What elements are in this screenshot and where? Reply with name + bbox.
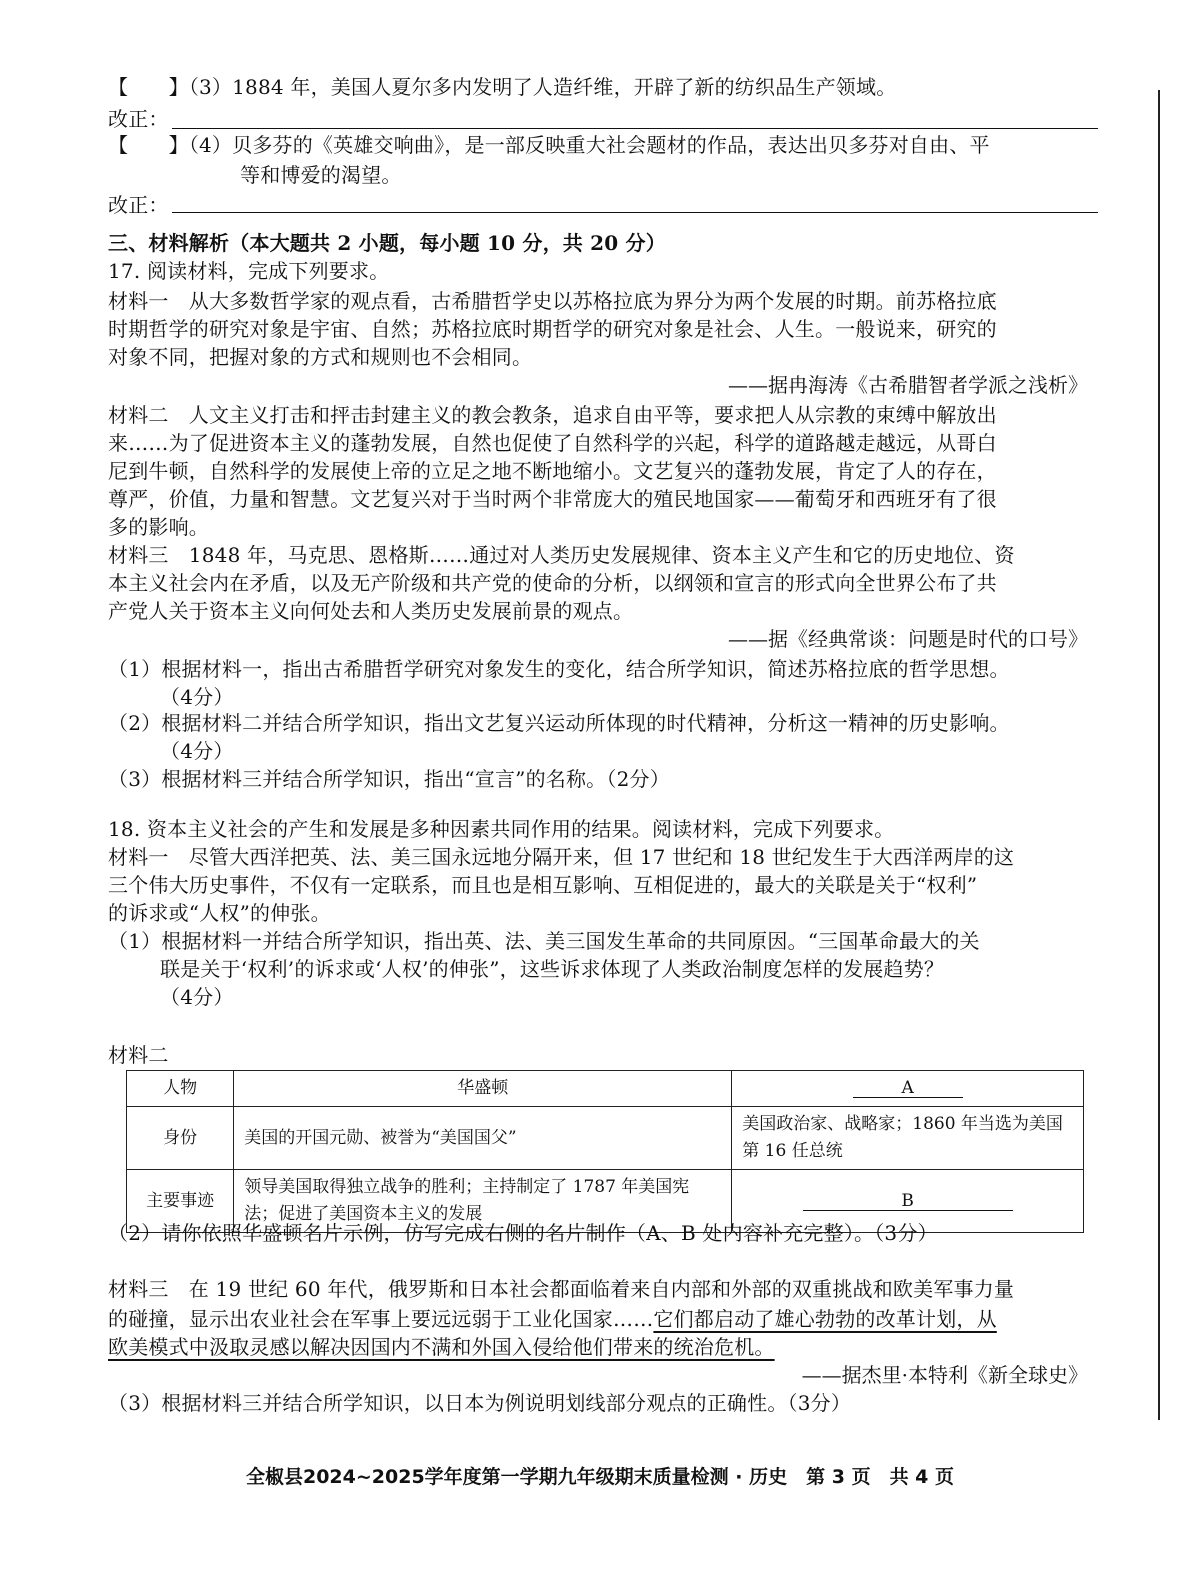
table-row-label-identity: 身份 bbox=[127, 1107, 234, 1170]
q16-item4-correction-label: 改正： bbox=[108, 193, 169, 217]
q18-material3-underlined: 它们都启动了雄心勃勃的改革计划，从 bbox=[653, 1307, 997, 1331]
q16-item4-text: （4）贝多芬的《英雄交响曲》，是一部反映重大社会题材的作品，表达出贝多芬对自由、平 bbox=[188, 133, 990, 157]
q17-material1-line2: 时期哲学的研究对象是宇宙、自然；苏格拉底时期哲学的研究对象是社会、人生。一般说来，研究的 bbox=[108, 317, 997, 341]
q18-question2: （2）请你依照华盛顿名片示例，仿写完成右侧的名片制作（A、B 处内容补充完整）。（3分） bbox=[108, 1221, 938, 1245]
table-row bbox=[127, 1107, 1084, 1170]
q18-question1-line1: （1）根据材料一并结合所学知识，指出英、法、美三国发生革命的共同原因。“三国革命最大的关 bbox=[108, 929, 980, 953]
q18-material3-line3: 欧美模式中汲取灵感以解决因国内不满和外国入侵给他们带来的统治危机。 bbox=[108, 1335, 775, 1359]
q16-item3-text: （3）1884 年，美国人夏尔多内发明了人造纤维，开辟了新的纺织品生产领域。 bbox=[188, 75, 897, 99]
table-cell-a-identity: 美国政治家、战略家；1860 年当选为美国第 16 任总统 bbox=[732, 1107, 1084, 1170]
q16-item3-correction-label: 改正： bbox=[108, 107, 169, 131]
q17-material3-line3: 产党人关于资本主义向何处去和人类历史发展前景的观点。 bbox=[108, 599, 634, 623]
q18-material1-line3: 的诉求或“人权”的伸张。 bbox=[108, 901, 331, 925]
q17-question2-score: （4分） bbox=[160, 739, 234, 763]
table-row bbox=[127, 1071, 1084, 1107]
table-cell-washington-identity: 美国的开国元勋、被誉为“美国国父” bbox=[234, 1107, 732, 1170]
q17-material3-line2: 本主义社会内在矛盾，以及无产阶级和共产党的使命的分析，以纲领和宣言的形式向全世界公布了共 bbox=[108, 571, 997, 595]
name-card-table bbox=[126, 1070, 1084, 1233]
answer-bracket[interactable]: 【 】 bbox=[108, 75, 189, 99]
q18-material1-line1: 材料一 尽管大西洋把英、法、美三国永远地分隔开来，但 17 世纪和 18 世纪发生于大西洋两岸的这 bbox=[108, 845, 1015, 869]
q18-material2-label: 材料二 bbox=[108, 1043, 169, 1067]
q16-item3-correction-line[interactable] bbox=[172, 128, 1098, 129]
q18-material3-line2 bbox=[108, 1304, 997, 1334]
q18-question1-score: （4分） bbox=[160, 985, 234, 1009]
q16-item3 bbox=[108, 72, 896, 102]
q17-material2-line1: 材料二 人文主义打击和抨击封建主义的教会教条，追求自由平等，要求把人从宗教的束缚中解放出 bbox=[108, 403, 997, 427]
q18-material3-plain: 的碰撞，显示出农业社会在军事上要远远弱于工业化国家…… bbox=[108, 1307, 654, 1331]
q17-material1-line3: 对象不同，把握对象的方式和规则也不会相同。 bbox=[108, 345, 533, 369]
q17-material2-line4: 尊严，价值，力量和智慧。文艺复兴对于当时两个非常庞大的殖民地国家——葡萄牙和西班牙有了很 bbox=[108, 487, 997, 511]
page-footer: 全椒县2024~2025学年度第一学期九年级期末质量检测 · 历史 第 3 页 共 4 页 bbox=[245, 1466, 955, 1488]
q18-material3-line1: 材料三 在 19 世纪 60 年代，俄罗斯和日本社会都面临着来自内部和外部的双重挑战和欧美军事力量 bbox=[108, 1277, 1015, 1301]
q16-item4 bbox=[108, 130, 990, 160]
q17-question2: （2）根据材料二并结合所学知识，指出文艺复兴运动所体现的时代精神，分析这一精神的历史影响。 bbox=[108, 711, 1010, 735]
table-header-person: 人物 bbox=[127, 1071, 234, 1107]
q17-material1-source: ——据冉海涛《古希腊智者学派之浅析》 bbox=[728, 373, 1088, 397]
q17-intro: 17. 阅读材料，完成下列要求。 bbox=[108, 259, 390, 283]
q16-item4-text-line2: 等和博爱的渴望。 bbox=[240, 163, 402, 187]
answer-bracket[interactable]: 【 】 bbox=[108, 133, 189, 157]
q18-question3: （3）根据材料三并结合所学知识，以日本为例说明划线部分观点的正确性。（3分） bbox=[108, 1391, 852, 1415]
margin-bar bbox=[1158, 90, 1160, 1420]
q17-material2-line5: 多的影响。 bbox=[108, 515, 209, 539]
q17-material2-line3: 尼到牛顿，自然科学的发展使上帝的立足之地不断地缩小。文艺复兴的蓬勃发展，肯定了人的存在， bbox=[108, 459, 997, 483]
q17-material1-line1: 材料一 从大多数哲学家的观点看，古希腊哲学史以苏格拉底为界分为两个发展的时期。前苏格拉底 bbox=[108, 289, 997, 313]
table-cell-washington-deeds: 领导美国取得独立战争的胜利；主持制定了 1787 年美国宪法；促进了美国资本主义的发展 bbox=[234, 1170, 732, 1233]
q17-material3-source: ——据《经典常谈：问题是时代的口号》 bbox=[728, 627, 1088, 651]
q17-question1: （1）根据材料一，指出古希腊哲学研究对象发生的变化，结合所学知识，简述苏格拉底的哲学思想。 bbox=[108, 657, 1010, 681]
section-heading: 三、材料解析（本大题共 2 小题，每小题 10 分，共 20 分） bbox=[108, 231, 666, 255]
table-header-washington: 华盛顿 bbox=[234, 1071, 732, 1107]
q17-material3-line1: 材料三 1848 年，马克思、恩格斯……通过对人类历史发展规律、资本主义产生和它的历史地位、资 bbox=[108, 543, 1015, 567]
q18-material1-line2: 三个伟大历史事件，不仅有一定联系，而且也是相互影响、互相促进的，最大的关联是关于“权利” bbox=[108, 873, 978, 897]
q17-question3: （3）根据材料三并结合所学知识，指出“宣言”的名称。（2分） bbox=[108, 767, 670, 791]
q18-material3-source: ——据杰里·本特利《新全球史》 bbox=[801, 1363, 1088, 1387]
blank-b[interactable]: B bbox=[803, 1192, 1013, 1211]
table-header-blank-a[interactable] bbox=[732, 1071, 1084, 1107]
q18-question1-line2: 联是关于‘权利’的诉求或‘人权’的伸张”，这些诉求体现了人类政治制度怎样的发展趋势？ bbox=[160, 957, 945, 981]
q16-item4-correction-line[interactable] bbox=[172, 212, 1098, 213]
blank-a[interactable]: A bbox=[853, 1079, 963, 1098]
table-row-label-deeds: 主要事迹 bbox=[127, 1170, 234, 1233]
q17-question1-score: （4分） bbox=[160, 685, 234, 709]
q18-intro: 18. 资本主义社会的产生和发展是多种因素共同作用的结果。阅读材料，完成下列要求。 bbox=[108, 817, 895, 841]
q17-material2-line2: 来……为了促进资本主义的蓬勃发展，自然也促使了自然科学的兴起，科学的道路越走越远，从哥白 bbox=[108, 431, 997, 455]
